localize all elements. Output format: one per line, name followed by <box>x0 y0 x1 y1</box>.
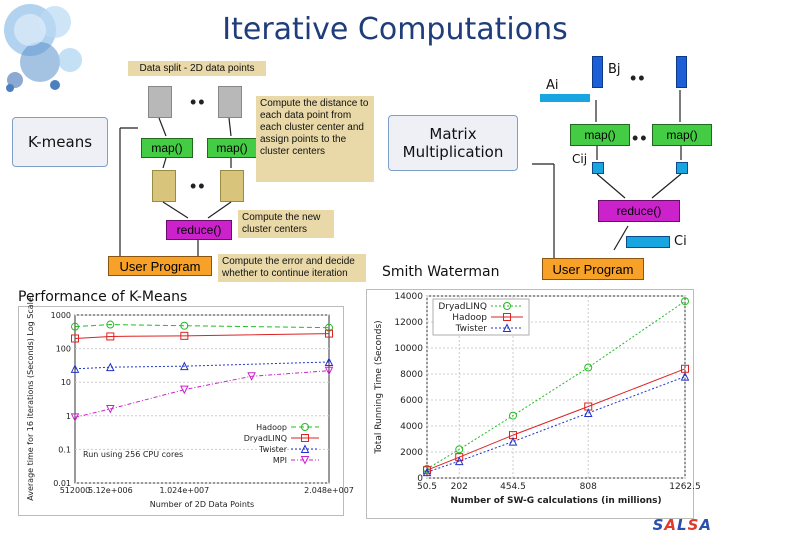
y-tick-label: 6000 <box>400 396 423 406</box>
x-tick-label: 808 <box>579 482 597 492</box>
smith-waterman-label: Smith Waterman <box>382 264 500 280</box>
y-tick-label: 4000 <box>400 422 423 432</box>
x-tick-label: 1.024e+007 <box>159 486 210 495</box>
legend-label: DryadLINQ <box>438 302 487 312</box>
x-tick-label: 50.5 <box>416 482 438 492</box>
y-tick-label: 100 <box>55 344 71 354</box>
map-box: map() <box>652 124 712 146</box>
map-box: map() <box>141 138 193 158</box>
y-tick-label: 0.1 <box>58 445 71 455</box>
legend-label: DryadLINQ <box>243 434 287 443</box>
bj-label: Bj <box>608 62 621 77</box>
y-tick-label: 14000 <box>394 292 423 302</box>
data-split-label: Data split - 2D data points <box>128 61 266 76</box>
dots: •• <box>190 176 207 196</box>
y-tick-label: 0.01 <box>53 479 71 488</box>
x-axis-label: Number of SW-G calculations (in millions) <box>450 496 662 506</box>
y-tick-label: 0 <box>417 474 423 484</box>
x-tick-label: 454.5 <box>500 482 526 492</box>
kmeans-diagram <box>108 58 378 288</box>
ai-label: Ai <box>546 78 559 93</box>
user-program-box: User Program <box>108 256 212 276</box>
map-box: map() <box>207 138 257 158</box>
series-line <box>75 334 329 339</box>
kmeans-performance-label: Performance of K-Means <box>18 289 188 305</box>
dots: •• <box>190 92 207 112</box>
y-tick-label: 8000 <box>400 370 423 380</box>
legend-label: Hadoop <box>256 423 287 432</box>
reduce-box: reduce() <box>166 220 232 240</box>
x-tick-label: 202 <box>450 482 468 492</box>
dots: •• <box>632 128 649 148</box>
kmeans-arrows <box>108 58 378 288</box>
matrix-diagram <box>540 54 720 284</box>
legend-label: Twister <box>259 445 287 454</box>
legend-label: Twister <box>455 324 487 334</box>
page-title: Iterative Computations <box>222 12 568 47</box>
y-tick-label: 10 <box>60 378 71 388</box>
series-line <box>75 362 329 369</box>
cij-label: Cij <box>572 152 588 166</box>
salsa-logo: SALSA <box>652 516 712 534</box>
note-new-centers: Compute the new cluster centers <box>238 210 334 238</box>
legend-label: MPI <box>272 456 287 465</box>
smith-waterman-chart <box>366 289 701 519</box>
chart-annotation: Run using 256 CPU cores <box>83 450 184 459</box>
y-tick-label: 10000 <box>394 344 423 354</box>
dots: •• <box>630 68 647 88</box>
legend-label: Hadoop <box>452 313 487 323</box>
user-program-box: User Program <box>542 258 644 280</box>
series-line <box>427 369 685 470</box>
ci-label: Ci <box>674 234 687 249</box>
matrix-label: Matrix Multiplication <box>388 115 518 171</box>
x-tick-label: 2.048e+007 <box>304 486 354 495</box>
x-tick-label: 1262.5 <box>669 482 701 492</box>
x-axis-label: Number of 2D Data Points <box>149 500 255 509</box>
kmeans-label: K-means <box>12 117 108 167</box>
note-compute-distance: Compute the distance to each data point from each cluster center and assign points to the cluster centers <box>256 96 374 182</box>
y-tick-label: 1 <box>65 411 71 421</box>
y-tick-label: 2000 <box>400 448 423 458</box>
data-point <box>181 386 188 393</box>
map-box: map() <box>570 124 630 146</box>
note-error: Compute the error and decide whether to continue iteration <box>218 254 366 282</box>
reduce-box: reduce() <box>598 200 680 222</box>
matrix-arrows <box>540 54 720 284</box>
y-axis-label: Total Running Time (Seconds) <box>374 320 384 454</box>
series-line <box>75 371 329 418</box>
series-line <box>427 377 685 473</box>
x-tick-label: 512000 <box>59 486 91 495</box>
x-tick-label: 5.12e+006 <box>87 486 133 495</box>
y-tick-label: 1000 <box>50 311 71 320</box>
y-tick-label: 12000 <box>394 318 423 328</box>
y-axis-label: Average time for 16 iterations (Seconds) Log Scale <box>26 297 35 501</box>
